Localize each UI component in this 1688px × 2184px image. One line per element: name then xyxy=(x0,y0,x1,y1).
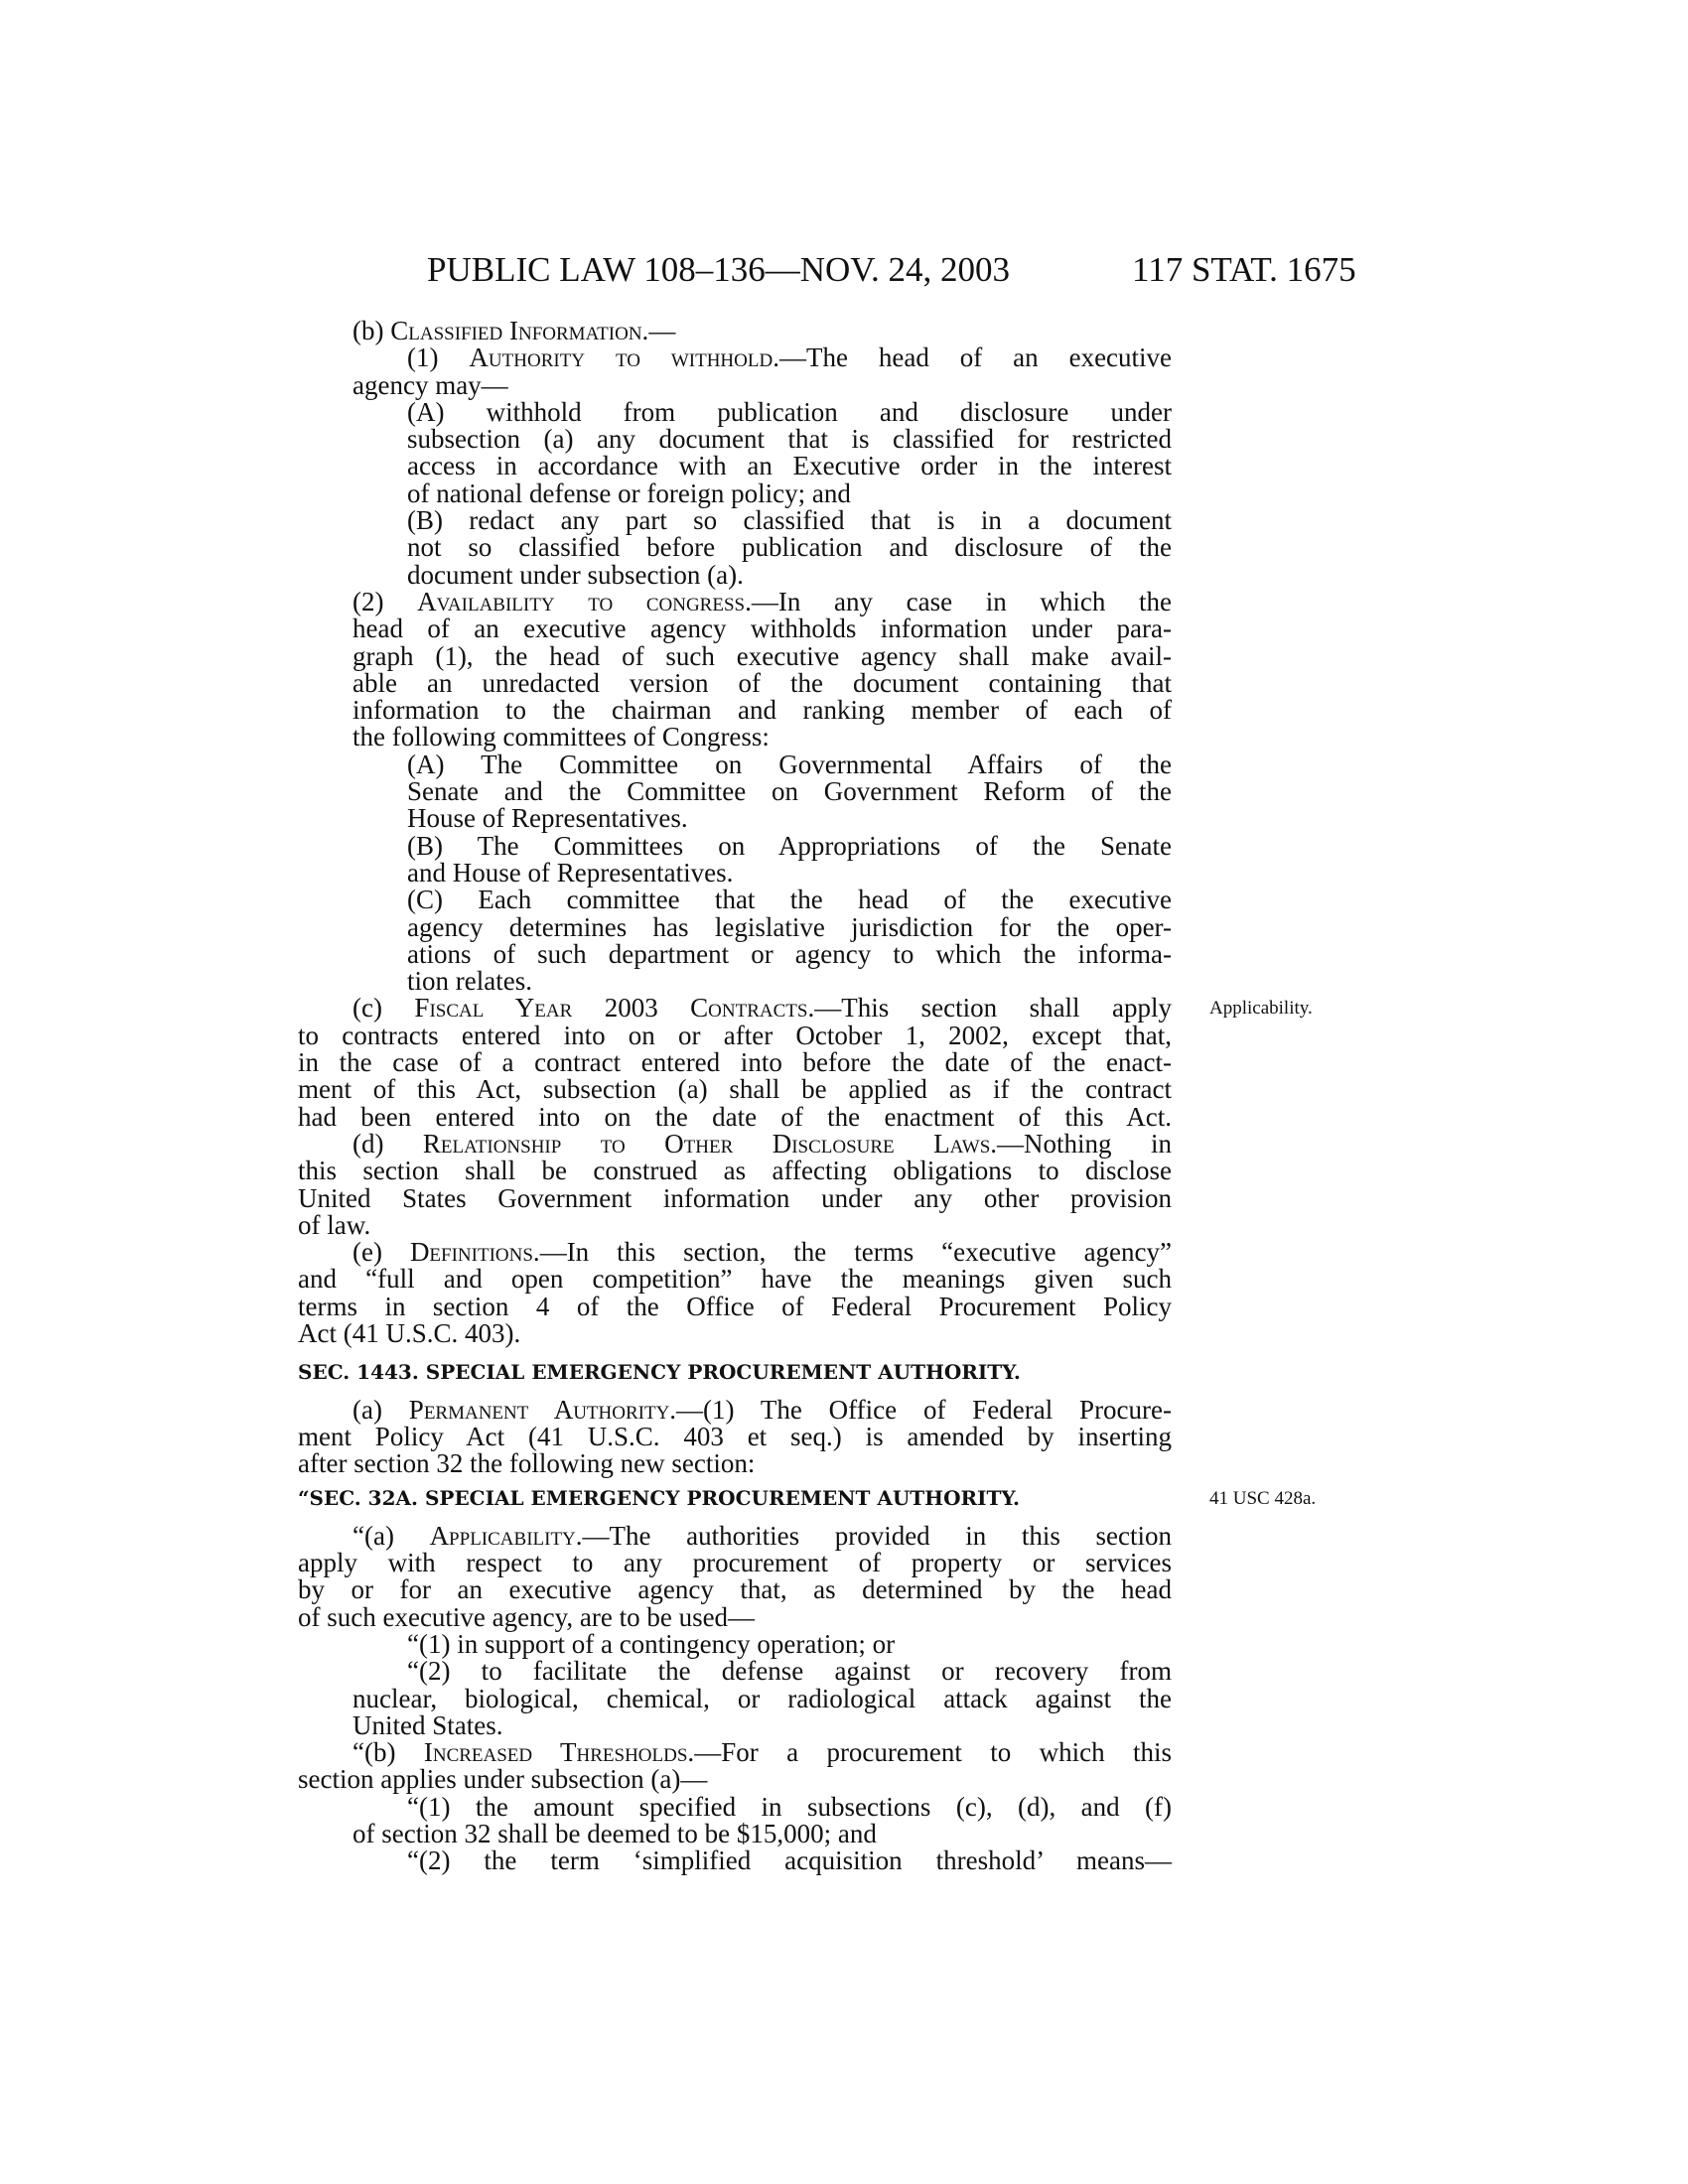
text-line: in the case of a contract entered into before the date of the enact- xyxy=(298,1047,1172,1078)
text-line: section applies under subsection (a)— xyxy=(298,1764,708,1795)
text-line: not so classified before publication and disclosure of the xyxy=(407,532,1172,563)
text-line: agency determines has legislative jurisdiction for the oper- xyxy=(407,911,1172,942)
text-line: ment of this Act, subsection (a) shall be applied as if the contract xyxy=(298,1074,1172,1105)
text-line: United States Government information under any other provision xyxy=(298,1182,1172,1213)
text-line: apply with respect to any procurement of property or services xyxy=(298,1548,1172,1578)
text-line: the following committees of Congress: xyxy=(352,722,770,752)
text-line: graph (1), the head of such executive agency shall make avail- xyxy=(352,640,1172,671)
section-heading: “SEC. 32A. SPECIAL EMERGENCY PROCUREMENT AUTHORITY. xyxy=(298,1486,1021,1511)
text-line: terms in section 4 of the Office of Federal Procurement Policy xyxy=(298,1291,1172,1321)
text-line: agency may— xyxy=(352,369,508,400)
text-line: after section 32 the following new section: xyxy=(298,1448,756,1479)
text-line: of section 32 shall be deemed to be $15,000; and xyxy=(352,1819,877,1849)
text-line: had been entered into on the date of the enactment of this Act. xyxy=(298,1101,1172,1132)
text-line: (c) Fiscal Year 2003 Contracts.—This section shall apply xyxy=(352,993,1172,1024)
text-line: access in accordance with an Executive order in the interest xyxy=(407,451,1172,481)
text-line: of law. xyxy=(298,1209,371,1240)
text-line: of such executive agency, are to be used— xyxy=(298,1601,756,1632)
text-line: to contracts entered into on or after October 1, 2002, except that, xyxy=(298,1020,1172,1050)
text-line: ations of such department or agency to which the informa- xyxy=(407,938,1172,969)
page-header-title: PUBLIC LAW 108–136—NOV. 24, 2003 xyxy=(427,250,1011,289)
text-line: Senate and the Committee on Government Reform of the xyxy=(407,776,1172,807)
text-line: (1) Authority to withhold.—The head of an executive xyxy=(407,342,1173,373)
text-line: (b) Classified Information.— xyxy=(352,316,676,345)
text-line: “(1) in support of a contingency operation; or xyxy=(407,1628,896,1659)
text-line: Act (41 U.S.C. 403). xyxy=(298,1317,521,1348)
text-line: by or for an executive agency that, as determined by the head xyxy=(298,1574,1172,1605)
text-line: United States. xyxy=(352,1709,503,1740)
text-line: (A) The Committee on Governmental Affairs of the xyxy=(407,749,1172,779)
text-line: “(2) to facilitate the defense against or recovery from xyxy=(407,1656,1172,1687)
text-line: House of Representatives. xyxy=(407,803,688,834)
text-line: (a) Permanent Authority.—(1) The Office of Federal Procure- xyxy=(352,1394,1173,1425)
page-header-stat: 117 STAT. 1675 xyxy=(1132,250,1356,289)
text-line: (d) Relationship to Other Disclosure Laws.—Nothing in xyxy=(352,1128,1172,1159)
text-line: head of an executive agency withholds information under para- xyxy=(352,614,1172,644)
text-line: of national defense or foreign policy; and xyxy=(407,478,851,508)
text-line: nuclear, biological, chemical, or radiological attack against the xyxy=(352,1683,1172,1713)
text-line: (C) Each committee that the head of the executive xyxy=(407,885,1172,915)
text-line: tion relates. xyxy=(407,966,532,997)
margin-note: 41 USC 428a. xyxy=(1209,1488,1317,1509)
section-heading: SEC. 1443. SPECIAL EMERGENCY PROCUREMENT AUTHORITY. xyxy=(298,1360,1021,1385)
statute-body-text xyxy=(298,318,1172,1875)
text-line: “(1) the amount specified in subsections (c), (d), and (f) xyxy=(407,1791,1172,1822)
text-line: “(a) Applicability.—The authorities provided in this section xyxy=(352,1520,1172,1551)
text-line: ment Policy Act (41 U.S.C. 403 et seq.) is amended by inserting xyxy=(298,1421,1172,1451)
text-line: (2) Availability to congress.—In any case in which the xyxy=(352,586,1173,616)
text-line: (A) withhold from publication and disclosure under xyxy=(407,396,1172,427)
text-line: information to the chairman and ranking member of each of xyxy=(352,695,1172,726)
text-line: and House of Representatives. xyxy=(407,857,734,887)
text-line: (B) The Committees on Appropriations of the Senate xyxy=(407,830,1172,861)
text-line: this section shall be construed as affecting obligations to disclose xyxy=(298,1156,1172,1186)
text-line: document under subsection (a). xyxy=(407,559,744,590)
text-line: subsection (a) any document that is classified for restricted xyxy=(407,424,1172,455)
text-line: (B) redact any part so classified that is in a document xyxy=(407,505,1172,536)
text-line: able an unredacted version of the document containing that xyxy=(352,667,1172,698)
text-line: and “full and open competition” have the meanings given such xyxy=(298,1264,1172,1295)
margin-note: Applicability. xyxy=(1209,998,1313,1019)
text-line: (e) Definitions.—In this section, the terms “executive agency” xyxy=(352,1237,1173,1268)
text-line: “(2) the term ‘simplified acquisition threshold’ means— xyxy=(407,1845,1172,1876)
text-line: “(b) Increased Thresholds.—For a procurement to which this xyxy=(352,1737,1173,1768)
